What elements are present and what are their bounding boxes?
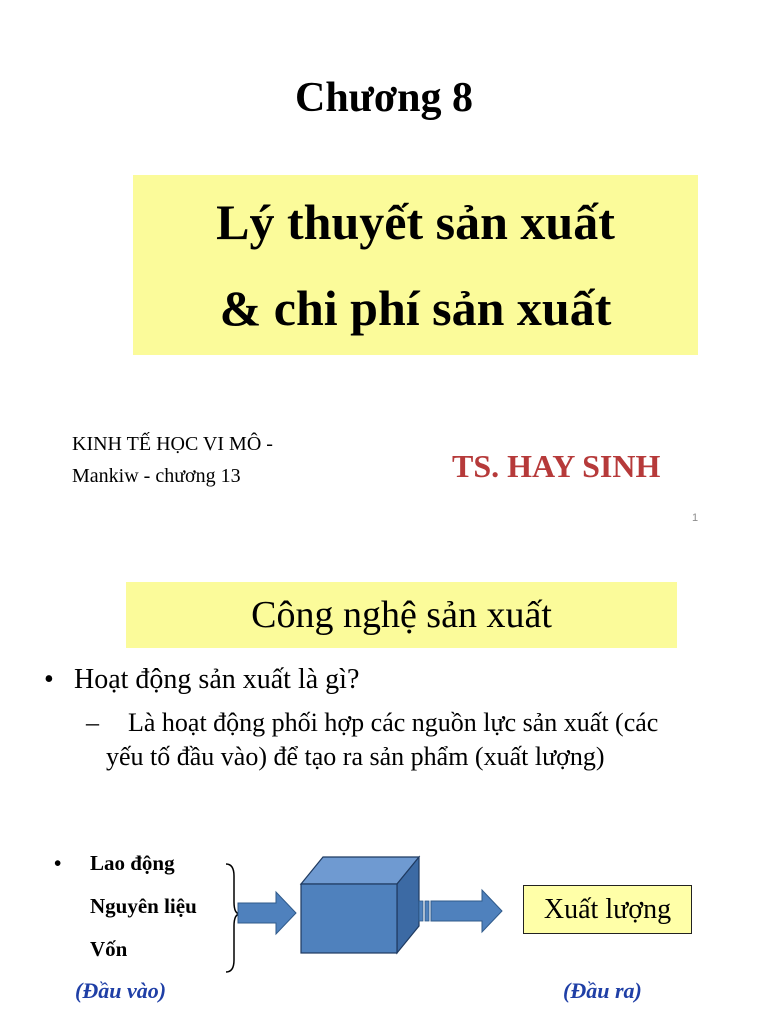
answer-line-2: yếu tố đầu vào) để tạo ra sản phẩm (xuất lượng): [106, 742, 605, 771]
output-label: (Đầu ra): [563, 978, 642, 1003]
output-arrow-icon: [419, 890, 502, 932]
bullet-icon: •: [44, 664, 54, 695]
question-text: Hoạt động sản xuất là gì?: [74, 664, 360, 695]
input-labor: Lao động: [90, 851, 175, 875]
course-line-1: KINH TẾ HỌC VI MÔ -: [72, 433, 273, 455]
section-title: Công nghệ sản xuất: [126, 582, 677, 648]
dash-icon: –: [86, 708, 99, 737]
bullet-icon: •: [54, 851, 62, 875]
author-name: TS. HAY SINH: [452, 448, 661, 484]
answer-text-1: Là hoạt động phối hợp các nguồn lực sản xuất (các: [128, 708, 659, 737]
chapter-heading: Chương 8: [294, 75, 473, 121]
output-box: Xuất lượng: [523, 885, 692, 934]
course-line-2: Mankiw - chương 13: [72, 465, 241, 487]
input-materials: Nguyên liệu: [90, 894, 197, 918]
input-capital: Vốn: [90, 937, 128, 961]
cube-icon: [301, 857, 419, 953]
title-line-2: & chi phí sản xuất: [219, 280, 612, 336]
input-label: (Đầu vào): [75, 978, 167, 1003]
input-arrow-icon: [238, 892, 296, 934]
page-number: 1: [692, 512, 699, 524]
title-line-1: Lý thuyết sản xuất: [216, 194, 615, 250]
